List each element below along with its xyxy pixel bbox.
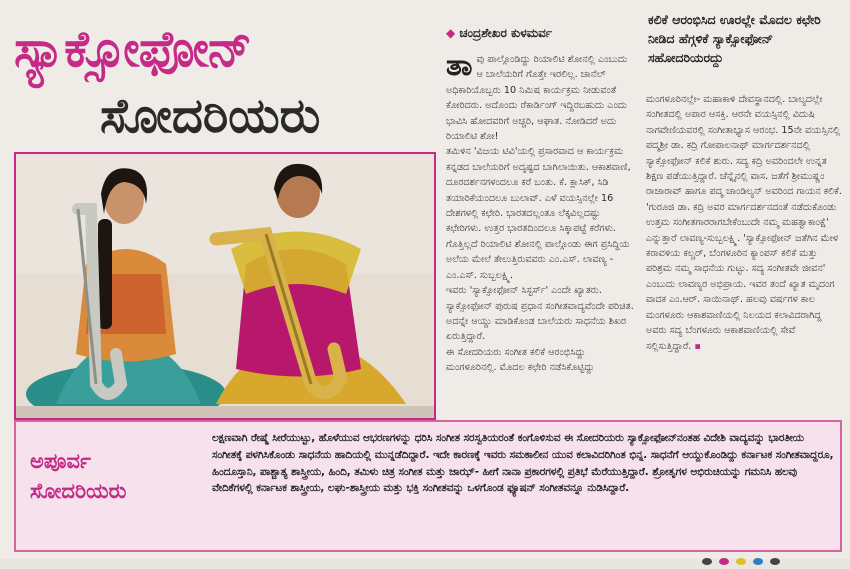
band-title-line2: ಸೋದರಿಯರು <box>30 479 127 503</box>
headline-line2: ಸೋದರಿಯರು <box>100 88 321 144</box>
byline <box>446 26 552 41</box>
paragraph-text: 'ಗುರೂಜಿ ಡಾ. ಕದ್ರಿ ಅವರ ಮಾರ್ಗದರ್ಶನದಂತೆ ನಡೆದುಕೊಂಡು ಉತ್ತಮ ಸಂಗೀತಗಾರರಾಗಬೇಕೆಂಬುದೇ ನಮ್ಮ ಮಹತ್ವಾಕಾಂಕ್ಷೆ' ಎನ್ನುತ್ತಾರೆ ಲಾವಣ್ಯ-ಸುಬ್ಬಲಕ್ಷ್ಮಿ. 'ಸ್ಯಾಕ್ಸೋಫೋನ್ ಜತೆಗಿನ ಮೇಳ ಕರಾವಳಿಯ ಕಲ್ಚರ್, ಬೆಂಗಳೂರಿನ ಕ್ಯಾಂಪಸ್ ಕಲಿಕೆ ಮತ್ತು ಪರಿಶ್ರಮ ನಮ್ಮ ಸಾಧನೆಯ ಗುಟ್ಟು. ಸದ್ಯ ಸಂಗೀತವೇ ಜೀವನ' ಎಂಬುದು ಲಾವಣ್ಯರ ಅಭಿಪ್ರಾಯ. ಇವರ ತಂದೆ ಖ್ಯಾತ ಮೃದಂಗ ವಾದಕ ಎಂ.ಆರ್. ಸಾಯಿನಾಥ್. ಹಲವು ವರ್ಷಗಳ ಕಾಲ ಮಂಗಳೂರು ಆಕಾಶವಾಣಿಯಲ್ಲಿ ನಿಲಯದ ಕಲಾವಿದರಾಗಿದ್ದ ಅವರು ಸದ್ಯ ಬೆಂಗಳೂರು ಆಕಾಶವಾಣಿಯಲ್ಲಿ ಸೇವೆ ಸಲ್ಲಿಸುತ್ತಿದ್ದಾರೆ. <box>646 201 839 352</box>
article-paragraph <box>646 200 842 354</box>
end-mark-icon: ▪ <box>694 340 701 352</box>
registration-dot <box>753 558 763 565</box>
registration-dot <box>719 558 729 565</box>
byline-author: ಚಂದ್ರಶೇಖರ ಕುಳಮರ್ವ <box>459 26 553 40</box>
pull-quote: ಕಲಿಕೆ ಆರಂಭಿಸಿದ ಊರಲ್ಲೇ ಮೊದಲ ಕಛೇರಿ ನೀಡಿದ ಹೆಗ್ಗಳಿಕೆ ಸ್ಯಾಕ್ಸೋಫೋನ್ ಸಹೋದರಿಯರದ್ದು <box>648 12 821 65</box>
color-registration-marks <box>702 550 782 558</box>
article-paragraph: ಈ ಸೋದರಿಯರು ಸಂಗೀತ ಕಲಿಕೆ ಆರಂಭಿಸಿದ್ದು ಮಂಗಳೂರಿನಲ್ಲಿ. ಮೊದಲ ಕಛೇರಿ ನಡೆಸಿಕೊಟ್ಟಿದ್ದು <box>446 346 595 374</box>
bullet-icon: ◆ <box>446 26 456 40</box>
registration-dot <box>770 558 780 565</box>
article-paragraph <box>446 52 636 144</box>
article-paragraph: ತಮಿಳಿನ 'ವಿಜಯ ಟಿವಿ'ಯಲ್ಲಿ ಪ್ರಸಾರವಾದ ಆ ಕಾರ್ಯಕ್ರಮ ಕನ್ನಡದ ಬಾಲೆಯರಿಗೆ ಅದೃಷ್ಟದ ಬಾಗಿಲಾಯಿತು. ಆಕಾಶವಾಣಿ, ದೂರದರ್ಶನಗಳಂದಲೂ ಕರೆ ಬಂತು. ಕೆ. ಕ್ಲಾಸಿಕ್, ಸಿಡಿ ತಯಾರಿಕೆಯಂದಲೂ ಬುಲಾವ್. ಎಳೆ ವಯಸ್ಸಿನಲ್ಲೇ 16 ದೇಶಗಳಲ್ಲಿ ಕಛೇರಿ. ಭಾರತದಲ್ಲಂತೂ ಲೆಕ್ಕವಿಲ್ಲದಷ್ಟು ಕಛೇರಿಗಳು. ಉತ್ತರ ಭಾರತದಿಂದಲೂ ಸಿಕ್ಕಾಪಟ್ಟೆ ಕರೆಗಳು. ಗೊತ್ತಿಲ್ಲದೆ ರಿಯಾಲಿಟಿ ಶೋನಲ್ಲಿ ಪಾಲ್ಗೊಂಡು ಈಗ ಪ್ರಸಿದ್ಧಿಯ ಅಲೆಯ ಮೇಲೆ ತೇಲುತ್ತಿರುವವರು ಎಂ.ಎಸ್. ಲಾವಣ್ಯ - ಎಂ.ಎಸ್. ಸುಬ್ಬಲಕ್ಷ್ಮಿ. <box>446 146 631 281</box>
headline-line1: ಸ್ಯಾಕ್ಸೋಫೋನ್ <box>14 20 251 78</box>
registration-dot <box>736 558 746 565</box>
article-paragraph: ಮಂಗಳೂರಿನಲ್ಲೇ- ಮಹಾಕಾಳಿ ದೇವಸ್ಥಾನದಲ್ಲಿ. ಬಾಲ್ಯದಲ್ಲೇ ಸಂಗೀತದಲ್ಲಿ ಅಪಾರ ಆಸಕ್ತಿ. ಆರನೇ ವಯಸ್ಸಿನಲ್ಲಿ ವಿದುಷಿ ನಾಗವೇಣಿಯವರಲ್ಲಿ ಸಂಗೀತಾಭ್ಯಾಸ ಆರಂಭ. 15ನೇ ವಯಸ್ಸಿನಲ್ಲಿ ಪದ್ಮಶ್ರೀ ಡಾ. ಕದ್ರಿ ಗೋಪಾಲನಾಥ್ ಮಾರ್ಗದರ್ಶನದಲ್ಲಿ ಸ್ಯಾಕ್ಸೋಫೋನ್ ಕಲಿಕೆ ಶುರು. ಸದ್ಯ ಕದ್ರಿ ಅವರಿಂದಲೇ ಉನ್ನತ ಶಿಕ್ಷಣ ಪಡೆಯುತ್ತಿದ್ದಾರೆ. ಚೆನ್ನೈನಲ್ಲಿ ವಾಸ. ಜತೆಗೆ ಶ್ರೀಮುಷ್ಣಂ ರಾಜಾರಾವ್ ಹಾಗೂ ಪದ್ಮ ಚಾಂಡಿಲ್ಯನ್ ಅವರಿಂದ ಗಾಯನ ಕಲಿಕೆ. <box>646 94 842 198</box>
article-paragraph: ಇವರು 'ಸ್ಯಾಕ್ಸೋಫೋನ್ ಸಿಸ್ಟರ್ಸ್' ಎಂದೇ ಖ್ಯಾತರು. ಸ್ಯಾಕ್ಸೋಫೋನ್ ಪುರುಷ ಪ್ರಧಾನ ಸಂಗೀತವಾದ್ಯವೆಂದೇ ಪರಿಚಿತ. ಅದನ್ನೇ ಆಯ್ದು ಮಾಡಿಕೊಂಡ ಬಾಲೆಯರು ಸಾಧನೆಯ ಶಿಖರ ಏರುತ್ತಿದ್ದಾರೆ. <box>446 285 634 343</box>
band-text: ಲಕ್ಷಣವಾಗಿ ರೇಷ್ಮೆ ಸೀರೆಯುಟ್ಟು, ಹೊಳೆಯುವ ಆಭರಣಗಳನ್ನು ಧರಿಸಿ ಸಂಗೀತ ಸರಸ್ವತಿಯರಂತೆ ಕಂಗೊಳಿಸುವ ಈ ಸೋದರಿಯರು ಸ್ಯಾಕ್ಸೋಫೋನ್‌ನಂತಹ ವಿದೇಶಿ ವಾದ್ಯವನ್ನು ಭಾರತೀಯ ಸಂಗೀತಕ್ಕೆ ಪಳಗಿಸಿಕೊಂಡು ಸಾಧನೆಯ ಹಾದಿಯಲ್ಲಿ ಮುನ್ನಡೆದಿದ್ದಾರೆ. ಇದೇ ಕಾರಣಕ್ಕೆ ಇವರು ಸಮಕಾಲೀನ ಯುವ ಕಲಾವಿದರಿಗಿಂತ ಭಿನ್ನ. ಸಾಧನೆಗೆ ಆಯ್ದುಕೊಂಡಿದ್ದು ಕರ್ನಾಟಕ ಸಂಗೀತವಾದ್ದರೂ, ಹಿಂದೂಸ್ತಾನಿ, ಪಾಶ್ಚಾತ್ಯ ಶಾಸ್ತ್ರೀಯ, ಹಿಂದಿ, ತಮಿಳು ಚಿತ್ರ ಸಂಗೀತ ಮತ್ತು ಜಾಝ್- ಹೀಗೆ ನಾನಾ ಪ್ರಕಾರಗಳಲ್ಲಿ ಪ್ರತಿಭೆ ಮೆರೆಯುತ್ತಿದ್ದಾರೆ. ಶ್ರೋತೃಗಳ ಅಭಿರುಚಿಯನ್ನು ಗಮನಿಸಿ ಹಲವು ವೇದಿಕೆಗಳಲ್ಲಿ ಕರ್ನಾಟಕ ಶಾಸ್ತ್ರೀಯ, ಲಘು-ಶಾಸ್ತ್ರೀಯ ಮತ್ತು ಭಕ್ತಿ ಸಂಗೀತವನ್ನು ಒಳಗೊಂಡ ಫ್ಯೂಷನ್ ಸಂಗೀತವನ್ನೂ ನುಡಿಸಿದ್ದಾರೆ. <box>212 432 834 495</box>
band-title-line1: ಅಪೂರ್ವ <box>30 449 91 473</box>
article-column-middle <box>446 52 636 414</box>
drop-cap: ತಾ <box>446 52 473 83</box>
article-column-right <box>646 92 842 412</box>
article-photo <box>14 152 436 420</box>
paragraph-text: ವು ಪಾಲ್ಗೊಂಡಿದ್ದು ರಿಯಾಲಿಟಿ ಶೋನಲ್ಲಿ ಎಂಬುದು ಆ ಬಾಲೆಯರಿಗೆ ಗೊತ್ತೇ ಇರಲಿಲ್ಲ. ಚಾನೆಲ್ ಅಧಿಕಾರಿಯೊಬ್ಬರು 10 ನಿಮಿಷ ಕಾರ್ಯಕ್ರಮ ನೀಡುವಂತೆ ಕೋರಿದರು. ಅದೊಂದು ರೆಕಾರ್ಡಿಂಗ್ ಇದ್ದಿರಬಹುದು ಎಂದು ಭಾವಿಸಿ ಹೋದವರಿಗೆ ಅಚ್ಚರಿ, ಆಘಾತ. ನೋಡಿದರೆ ಅದು ರಿಯಾಲಿಟಿ ಶೋ! <box>446 54 628 143</box>
band-title <box>30 446 126 506</box>
photo-illustration <box>16 154 434 418</box>
registration-dot <box>702 558 712 565</box>
